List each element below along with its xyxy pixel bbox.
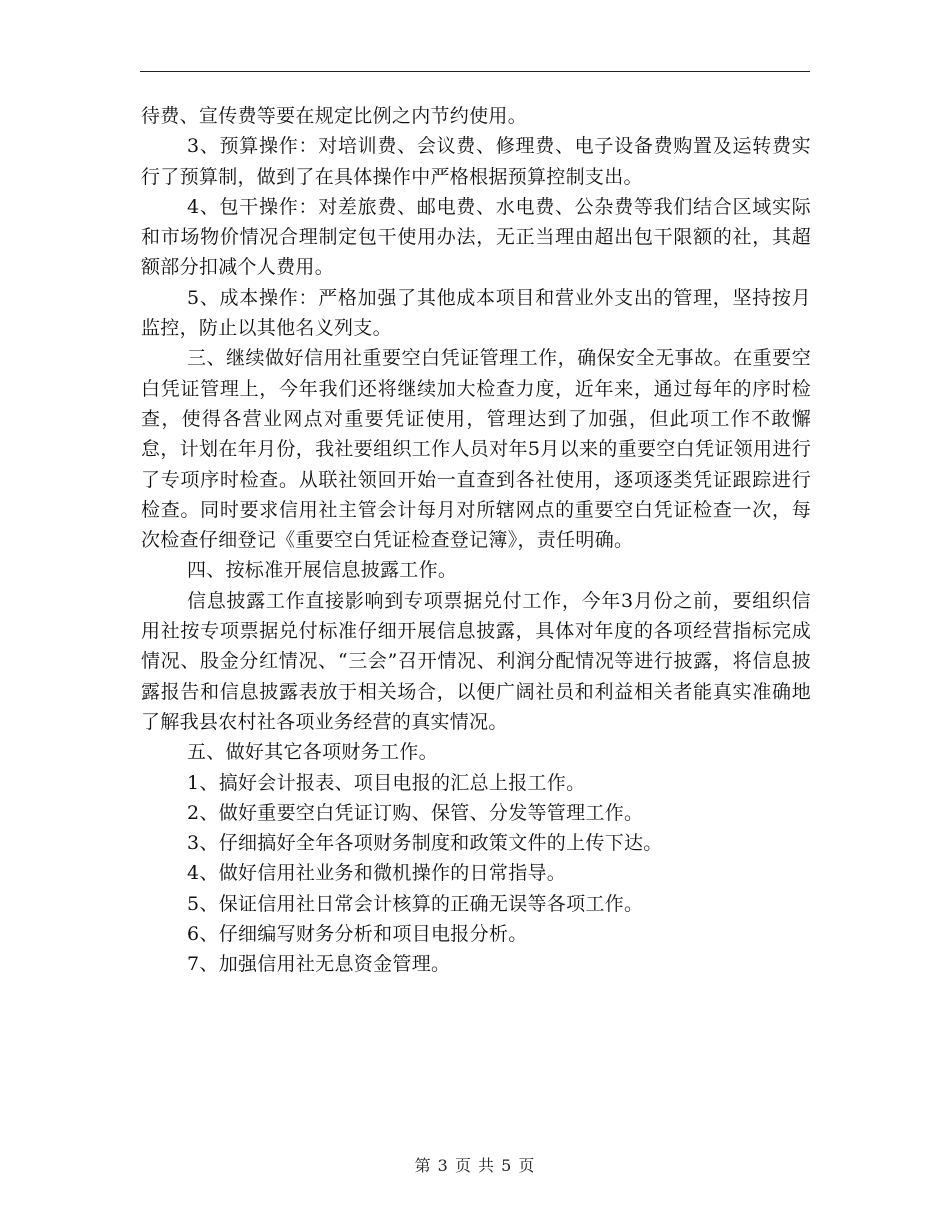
paragraph: 待费、宣传费等要在规定比例之内节约使用。 [141, 105, 528, 127]
list-item: 7、加强信用社无息资金管理。 [187, 953, 451, 976]
list-item: 5、保证信用社日常会计核算的正确无误等各项工作。 [187, 892, 644, 915]
paragraph: 3、预算操作：对培训费、会议费、修理费、电子设备费购置及运转费实行了预算制，做到了在具体操作中严格根据预算控制支出。 [141, 135, 811, 188]
section-heading: 四、按标准开展信息披露工作。 [187, 559, 458, 582]
paragraph: 信息披露工作直接影响到专项票据兑付工作，今年3月份之前，要组织信用社按专项票据兑付标准仔细开展信息披露，具体对年度的各项经营指标完成情况、股金分红情况、“三会”召开情况、利润分配情况等进行披露，将信息披露报告和信息披露表放于相关场合，以便广阔社员和利益相关者能真实准确地了解我县农村社各项业务经营的真实情况。 [141, 589, 811, 733]
list-item: 6、仔细编写财务分析和项目电报分析。 [187, 923, 528, 946]
list-item: 4、做好信用社业务和微机操作的日常指导。 [187, 862, 567, 885]
header-rule [140, 71, 810, 72]
list-item: 1、搞好会计报表、项目电报的汇总上报工作。 [187, 771, 586, 794]
page-footer: 第 3 页 共 5 页 [414, 1156, 536, 1175]
paragraph: 4、包干操作：对差旅费、邮电费、水电费、公杂费等我们结合区域实际和市场物价情况合理制定包干使用办法，无正当理由超出包干限额的社，其超额部分扣减个人费用。 [141, 195, 811, 279]
list-item: 2、做好重要空白凭证订购、保管、分发等管理工作。 [187, 801, 644, 824]
paragraph: 三、继续做好信用社重要空白凭证管理工作，确保安全无事故。在重要空白凭证管理上，今年我们还将继续加大检查力度，近年来，通过每年的序时检查，使得各营业网点对重要凭证使用，管理达到了加强，但此项工作不敢懈怠，计划在年月份，我社要组织工作人员对年5月以来的重要空白凭证领用进行了专项序时检查。从联社领回开始一直查到各社使用，逐项逐类凭证跟踪进行检查。同时要求信用社主管会计每月对所辖网点的重要空白凭证检查一次，每次检查仔细登记《重要空白凭证检查登记簿》，责任明确。 [141, 347, 811, 552]
section-heading: 五、做好其它各项财务工作。 [187, 741, 438, 764]
paragraph: 5、成本操作：严格加强了其他成本项目和营业外支出的管理，坚持按月监控，防止以其他名义列支。 [141, 286, 811, 340]
document-body [141, 101, 811, 980]
list-item: 3、仔细搞好全年各项财务制度和政策文件的上传下达。 [187, 832, 663, 855]
